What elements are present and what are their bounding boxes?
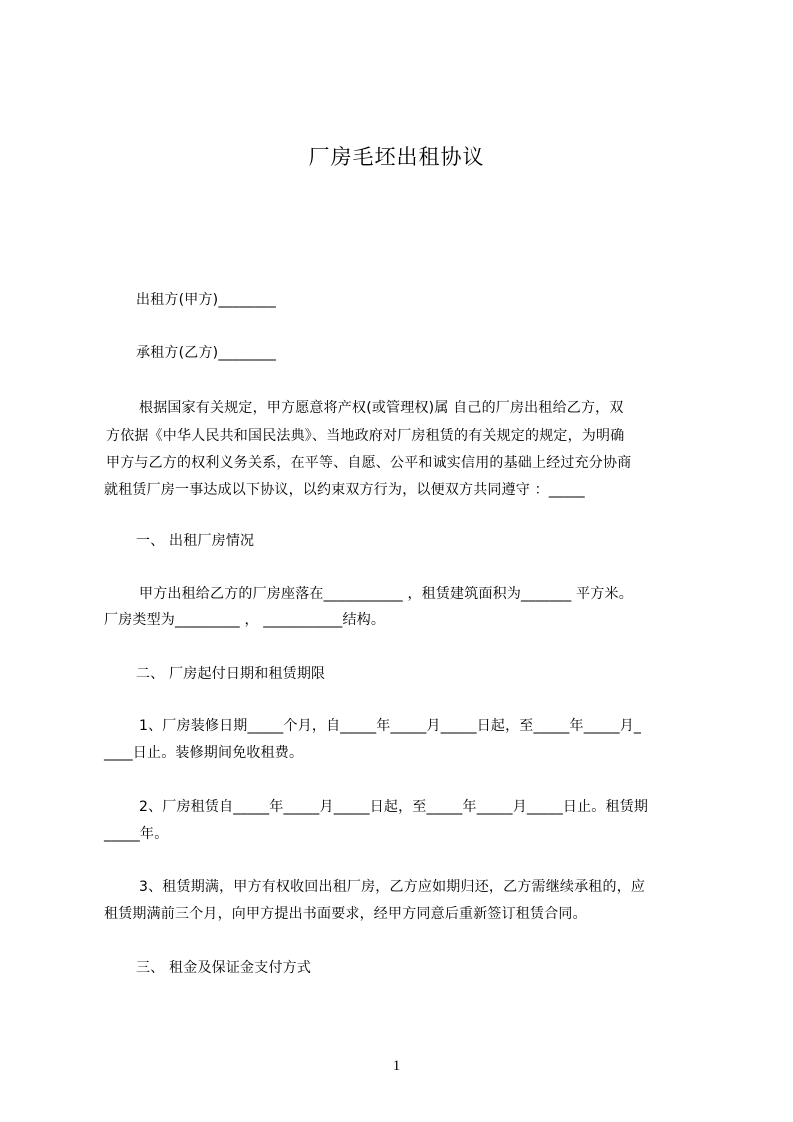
intro-line-1: 根据国家有关规定，甲方愿意将产权(或管理权)属 自己的厂房出租给乙方，双	[139, 400, 624, 416]
intro-line-3: 甲方与乙方的权利义务关系，在平等、自愿、公平和诚实信用的基础上经过充分协商	[106, 455, 632, 471]
section-2-item-1-line-1: 1、厂房装修日期_____个月，自_____年_____月_____日起，至_____年_____月_	[139, 718, 642, 734]
section-2-item-1-line-2: ____日止。装修期间免收租费。	[104, 745, 304, 761]
page-number: 1	[392, 1058, 401, 1074]
intro-line-4: 就租赁厂房一事达成以下协议，以约束双方行为，以便双方共同遵守 ：_____	[104, 482, 585, 498]
section-1-line-2: 厂房类型为_________ ， ___________结构。	[104, 612, 386, 628]
section-2-item-2-line-1: 2、厂房租赁自_____年_____月_____日起，至_____年_____月_____日止。租赁期	[139, 799, 649, 815]
section-1-line-1: 甲方出租给乙方的厂房座落在___________ ，租赁建筑面积为_______ 平方米。	[139, 586, 633, 602]
section-2-item-2-line-2: _____年。	[104, 826, 169, 842]
party-b-line: 承租方(乙方)________	[136, 345, 276, 361]
section-2-item-3-line-1: 3、租赁期满，甲方有权收回出租厂房，乙方应如期归还，乙方需继续承租的，应	[139, 879, 646, 895]
party-a-line: 出租方(甲方)________	[136, 292, 276, 308]
section-2-heading: 二、 厂房起付日期和租赁期限	[136, 666, 326, 682]
intro-line-2: 方依据《中华人民共和国民法典》、当地政府对厂房租赁的有关规定的规定，为明确	[106, 428, 625, 444]
section-1-heading: 一、 出租厂房情况	[136, 533, 255, 549]
section-2-item-3-line-2: 租赁期满前三个月，向甲方提出书面要求，经甲方同意后重新签订租赁合同。	[104, 906, 587, 922]
section-3-heading: 三、 租金及保证金支付方式	[136, 960, 312, 976]
page-title: 厂房毛坯出租协议	[308, 145, 485, 169]
